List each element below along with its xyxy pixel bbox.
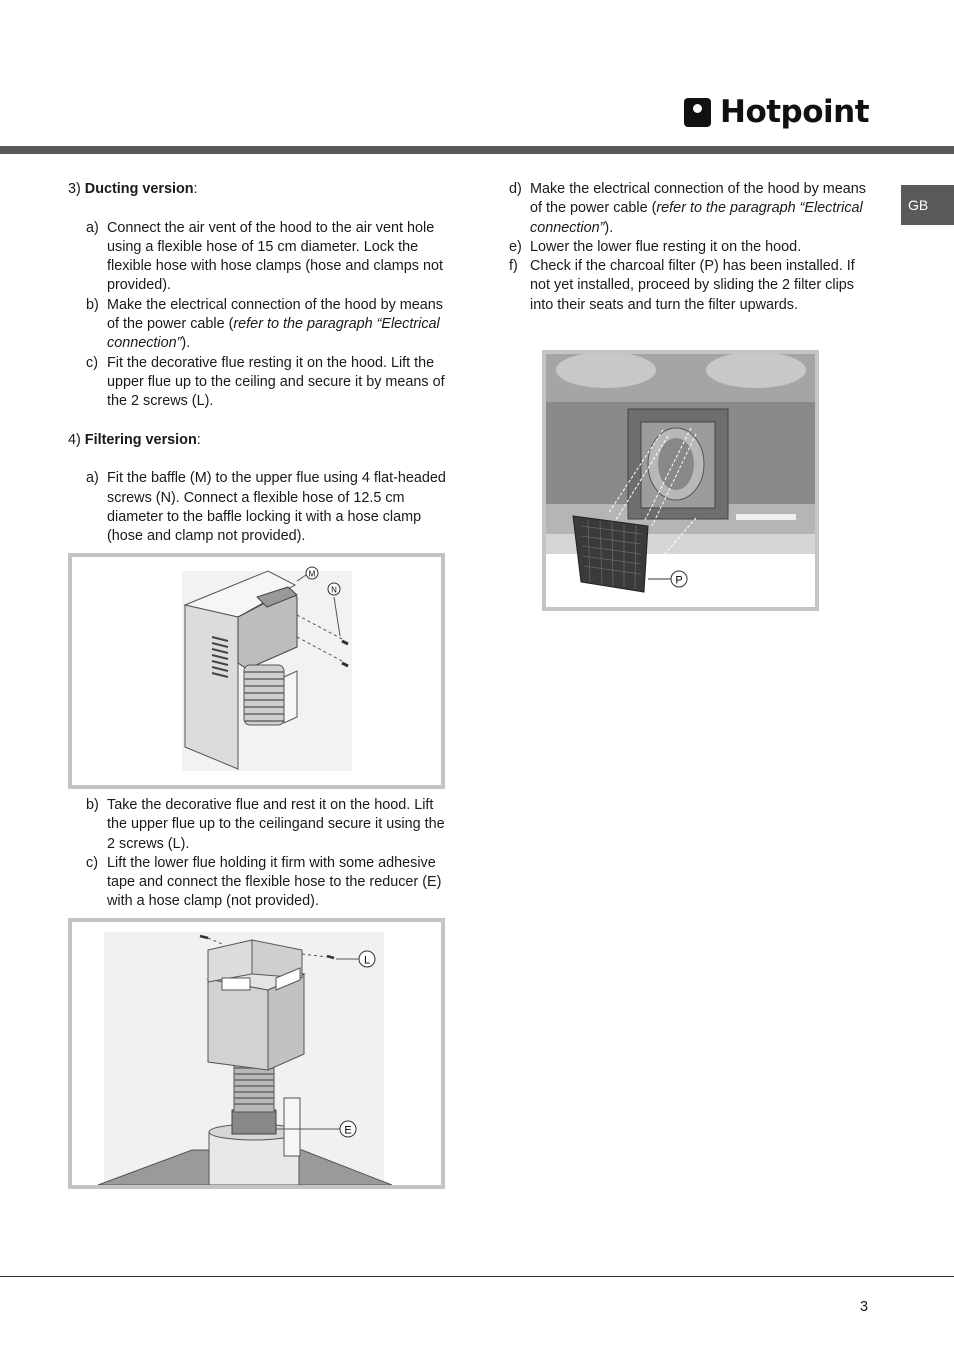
list-item: d) Make the electrical connection of the hood by means of the power cable (refer to the paragraph “Electrical connection”). (509, 181, 866, 236)
page-number: 3 (860, 1299, 869, 1315)
baffle-diagram (72, 557, 441, 785)
label-l: L (363, 954, 371, 967)
list-item: a) Connect the air vent of the hood to the air vent hole using a flexible hose of 15 cm diameter. Lock the flexible hose with hose clamps (hose and clamps not provided). (86, 219, 443, 294)
list-item: b) Take the decorative flue and rest it on the hood. Lift the upper flue up to the ceilingand secure it using the 2 screws (L). (86, 797, 445, 852)
flue-diagram (72, 922, 441, 1185)
section-3-text (68, 180, 448, 547)
language-tab: GB (901, 185, 954, 225)
list-item: c) Fit the decorative flue resting it on the hood. Lift the upper flue up to the ceiling and secure it by means of the 2 screws (L). (86, 354, 445, 410)
label-n: N (331, 585, 337, 595)
label-e: E (344, 1124, 352, 1137)
right-column-text (509, 180, 874, 315)
list-item: c) Lift the lower flue holding it firm with some adhesive tape and connect the flexible hose to the reducer (E) with a hose clamp (not provided). (86, 854, 442, 910)
list-item: a) Fit the baffle (M) to the upper flue using 4 flat-headed screws (N). Connect a flexible hose of 12.5 cm diameter to the baffle locking it with a hose clamp (hose and clamp not provided). (86, 470, 446, 545)
hotpoint-logo-mark-icon (684, 98, 711, 127)
label-m: M (308, 569, 316, 579)
list-item: b) Make the electrical connection of the hood by means of the power cable (refer to the paragraph “Electrical connection”). (86, 296, 443, 352)
list-item: e) Lower the lower flue resting it on the hood. (509, 238, 802, 255)
label-p: P (675, 574, 683, 587)
filter-photo (546, 354, 815, 607)
charcoal-filter-illustration (542, 350, 819, 611)
section-4-heading: 4) Filtering version: (68, 431, 201, 448)
footer-rule (0, 1276, 954, 1277)
header-bar (0, 146, 954, 154)
brand-name: Hotpoint (720, 94, 870, 130)
flue-illustration (68, 918, 445, 1189)
baffle-illustration (68, 553, 445, 789)
list-item: f) Check if the charcoal filter (P) has been installed. If not yet installed, proceed by sliding the 2 filter clips into their seats and turn the filter upwards. (509, 258, 855, 313)
hotpoint-logo (684, 92, 869, 132)
section-4-continued (68, 796, 448, 912)
section-3-heading: 3) Ducting version: (68, 181, 198, 197)
